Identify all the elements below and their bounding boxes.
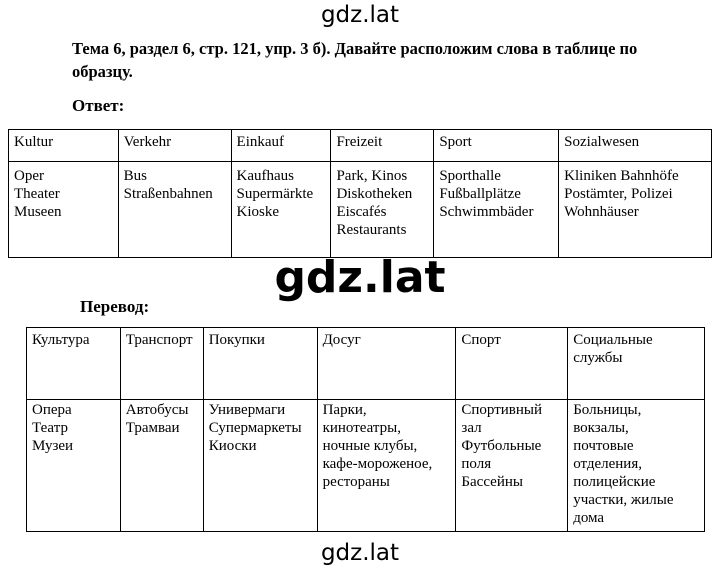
cell-line: кинотеатры, — [322, 420, 401, 436]
watermark-bottom: gdz.lat — [320, 540, 400, 566]
cell-line: Театр — [32, 420, 68, 436]
cell-line: отделения, — [573, 456, 642, 472]
translation-cell — [317, 400, 456, 532]
translation-cell — [456, 400, 568, 532]
translation-cell — [120, 400, 203, 532]
cell-line: Oper — [14, 168, 44, 184]
cell-line: Опера — [32, 402, 72, 418]
cell-line: Парки, — [322, 402, 367, 418]
answer-header-cell: Freizeit — [331, 130, 434, 162]
cell-line: Музеи — [32, 438, 74, 454]
cell-line: Diskotheken — [336, 186, 413, 202]
cell-line: ночные клубы, — [322, 438, 418, 454]
task-heading: Тема 6, раздел 6, стр. 121, упр. 3 б). Давайте расположим слова в таблице по образцу. — [72, 39, 638, 81]
answer-cell — [231, 162, 331, 258]
answer-cell — [559, 162, 712, 258]
watermark-top: gdz.lat — [320, 2, 400, 28]
cell-line: Киоски — [208, 438, 257, 454]
answer-cell — [118, 162, 231, 258]
translation-header-cell: Социальные службы — [568, 328, 705, 400]
cell-line: Straßenbahnen — [123, 186, 213, 202]
answer-body-row — [9, 162, 712, 258]
cell-line: Супермаркеты — [208, 420, 302, 436]
translation-header-cell: Транспорт — [120, 328, 203, 400]
translation-label: Перевод: — [80, 297, 150, 316]
cell-line: дома — [573, 510, 605, 526]
answer-cell — [9, 162, 119, 258]
translation-header-cell: Досуг — [317, 328, 456, 400]
cell-line: Трамваи — [125, 420, 180, 436]
answer-header-cell: Verkehr — [118, 130, 231, 162]
watermark-middle: gdz.lat — [274, 252, 446, 303]
translation-header-cell: Покупки — [203, 328, 317, 400]
cell-line: Kioske — [236, 204, 280, 220]
translation-body-row — [27, 400, 705, 532]
cell-line: Supermärkte — [236, 186, 314, 202]
cell-line: Museen — [14, 204, 62, 220]
cell-line: Универмаги — [208, 402, 286, 418]
translation-cell — [27, 400, 121, 532]
cell-line: Eiscafés — [336, 204, 387, 220]
translation-cell — [568, 400, 705, 532]
cell-line: Fußballplätze — [439, 186, 521, 202]
translation-header-cell: Спорт — [456, 328, 568, 400]
cell-line: почтовые — [573, 438, 634, 454]
cell-line: Park, Kinos — [336, 168, 408, 184]
cell-line: кафе-мороженое, — [322, 456, 433, 472]
translation-header-cell: Культура — [27, 328, 121, 400]
translation-header-row — [27, 328, 705, 400]
cell-line: Postämter, Polizei — [564, 186, 673, 202]
answer-header-cell: Sozialwesen — [559, 130, 712, 162]
translation-cell — [203, 400, 317, 532]
cell-line: Kliniken Bahnhöfe — [564, 168, 679, 184]
answer-header-row — [9, 130, 712, 162]
cell-line: Wohnhäuser — [564, 204, 639, 220]
cell-line: Restaurants — [336, 222, 407, 238]
answer-header-cell: Einkauf — [231, 130, 331, 162]
cell-line: поля — [461, 456, 492, 472]
answer-cell — [434, 162, 559, 258]
cell-line: Bus — [123, 168, 147, 184]
cell-line: Автобусы — [125, 402, 189, 418]
answer-header-cell: Kultur — [9, 130, 119, 162]
cell-line: Спортивный — [461, 402, 543, 418]
answer-label: Ответ: — [72, 96, 125, 115]
cell-line: Бассейны — [461, 474, 523, 490]
translation-table — [26, 327, 705, 532]
cell-line: Theater — [14, 186, 60, 202]
cell-line: полицейские — [573, 474, 656, 490]
cell-line: вокзалы, — [573, 420, 629, 436]
cell-line: Футбольные — [461, 438, 542, 454]
cell-line: зал — [461, 420, 482, 436]
cell-line: Больницы, — [573, 402, 642, 418]
answer-table — [8, 129, 712, 258]
cell-line: Schwimmbäder — [439, 204, 534, 220]
cell-line: рестораны — [322, 474, 390, 490]
answer-cell — [331, 162, 434, 258]
cell-line: Kaufhaus — [236, 168, 295, 184]
cell-line: Sporthalle — [439, 168, 501, 184]
answer-header-cell: Sport — [434, 130, 559, 162]
cell-line: участки, жилые — [573, 492, 674, 508]
